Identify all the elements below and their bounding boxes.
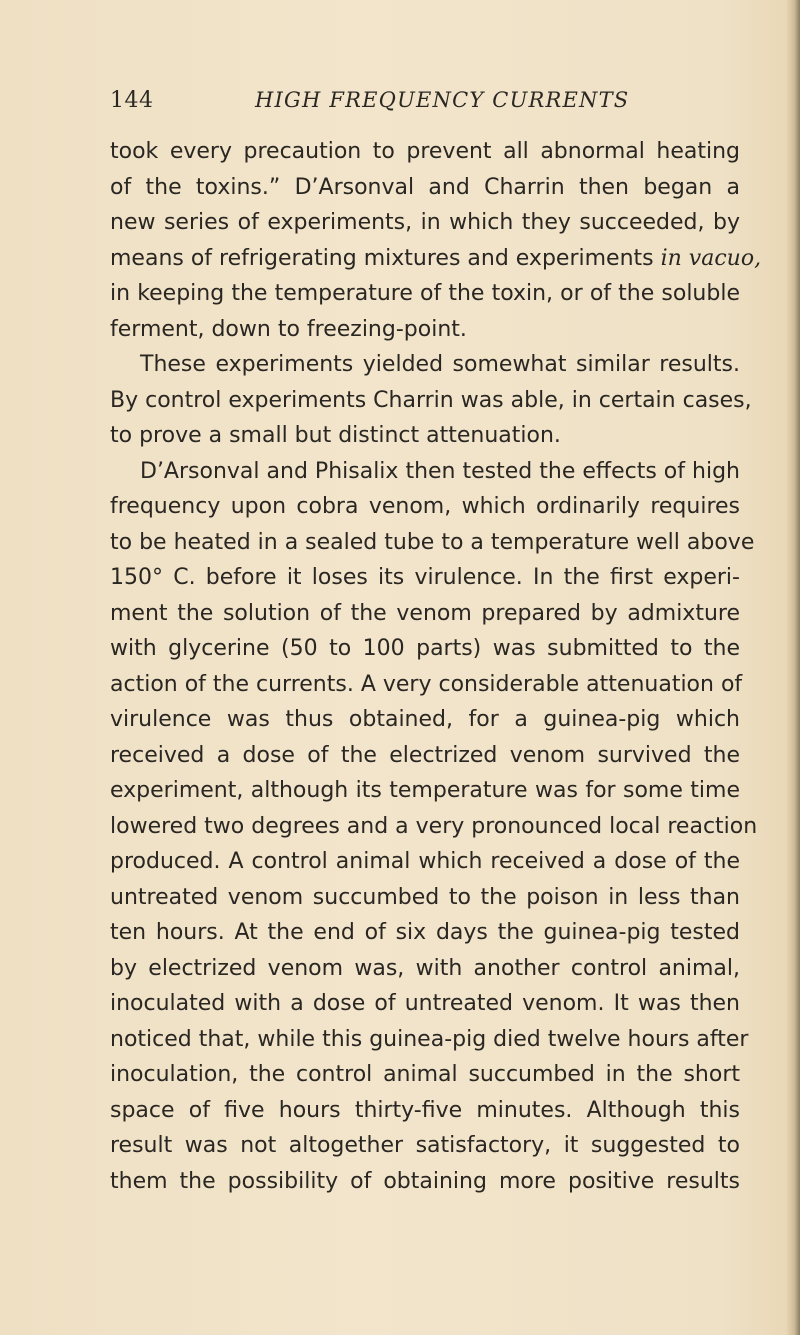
text-line: space of five hours thirty-five minutes. Although this: [110, 1097, 740, 1123]
text-line: produced. A control animal which received a dose of the: [110, 849, 740, 874]
page-header: [110, 88, 740, 118]
body-text: [110, 134, 762, 1199]
text-line: took every precaution to prevent all abnormal heating: [110, 139, 740, 164]
text-line: inoculation, the control animal succumbed in the short: [110, 1062, 740, 1087]
page-number: 144: [110, 88, 154, 113]
text-line: new series of experiments, in which they succeeded, by: [110, 210, 740, 235]
text-segment: means of refrigerating mixtures and experiments: [110, 245, 654, 271]
text-line: 150° C. before it loses its virulence. In the first experi-: [110, 565, 740, 590]
text-line: result was not altogether satisfactory, it suggested to: [110, 1133, 740, 1158]
text-line: untreated venom succumbed to the poison in less than: [110, 884, 740, 910]
text-line: with glycerine (50 to 100 parts) was submitted to the: [110, 636, 740, 661]
text-line: ten hours. At the end of six days the guinea-pig tested: [110, 920, 740, 945]
text-line: ferment, down to freezing-point.: [110, 316, 467, 342]
text-line: of the toxins.” D’Arsonval and Charrin then began a: [110, 174, 740, 200]
text-line: virulence was thus obtained, for a guinea-pig which: [110, 707, 740, 732]
text-line: frequency upon cobra venom, which ordinarily requires: [110, 494, 740, 519]
text-line: to prove a small but distinct attenuation.: [110, 423, 561, 448]
text-line: them the possibility of obtaining more positive results: [110, 1168, 740, 1194]
text-line: in keeping the temperature of the toxin, or of the soluble: [110, 281, 740, 306]
text-line: to be heated in a sealed tube to a temperature well above: [110, 529, 755, 555]
paragraph-start-line: These experiments yielded somewhat similar results.: [140, 352, 740, 377]
text-line: By control experiments Charrin was able, in certain cases,: [110, 387, 752, 413]
text-line: lowered two degrees and a very pronounced local reaction: [110, 813, 758, 839]
text-line: by electrized venom was, with another control animal,: [110, 955, 740, 981]
text-line-with-italic: [110, 241, 762, 277]
text-line: inoculated with a dose of untreated venom. It was then: [110, 991, 740, 1016]
running-head: HIGH FREQUENCY CURRENTS: [255, 88, 630, 112]
text-line: received a dose of the electrized venom survived the: [110, 742, 740, 768]
text-line: experiment, although its temperature was for some time: [110, 778, 740, 803]
page-edge-shadow: [786, 0, 800, 1335]
text-line: ment the solution of the venom prepared by admixture: [110, 600, 740, 626]
paragraph-start-line: D’Arsonval and Phisalix then tested the effects of high: [140, 458, 740, 484]
text-line: noticed that, while this guinea-pig died twelve hours after: [110, 1026, 749, 1052]
italic-phrase: in vacuo,: [660, 245, 762, 271]
text-line: action of the currents. A very considerable attenuation of: [110, 671, 743, 697]
